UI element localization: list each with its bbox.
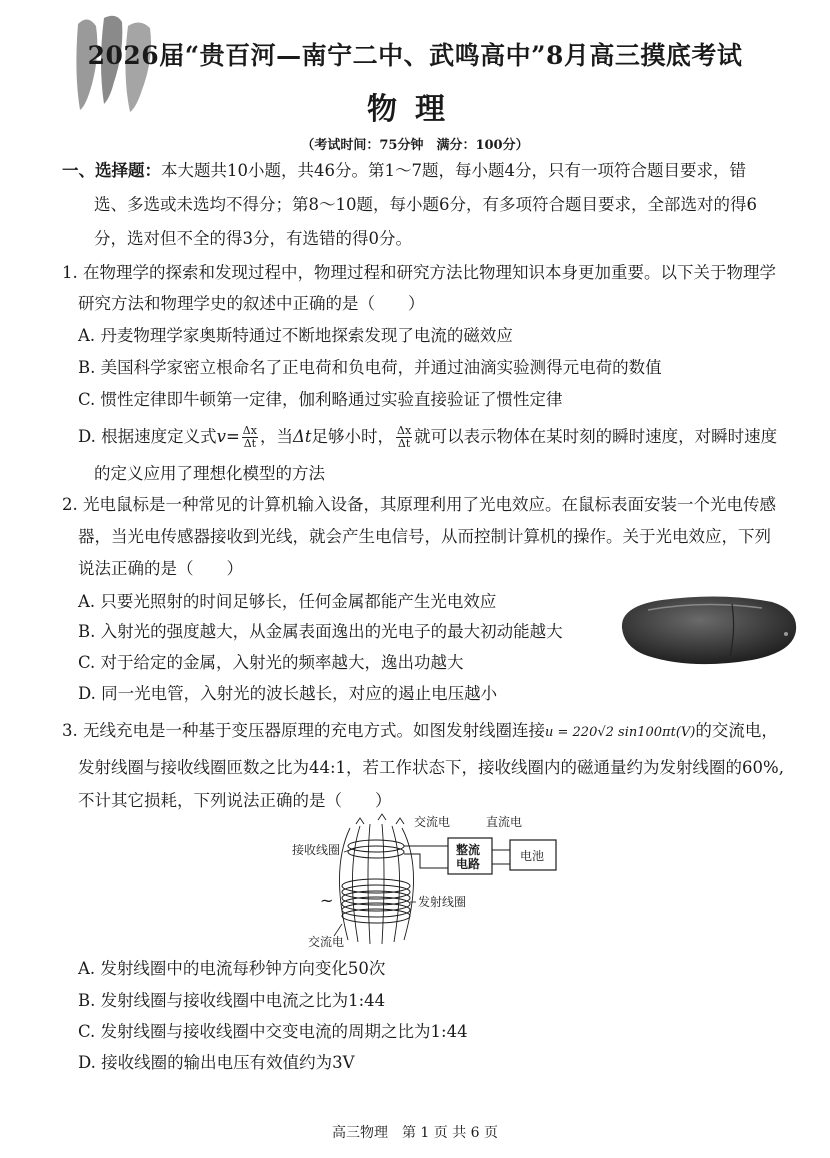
- q1-option-c: C. 惯性定律即牛顿第一定律，伽利略通过实验直接验证了惯性定律: [78, 390, 563, 409]
- exam-title: 2026届“贵百河—南宁二中、武鸣高中”8月高三摸底考试: [87, 41, 743, 70]
- q1-stem-line1: 1. 在物理学的探索和发现过程中，物理过程和研究方法比物理知识本身更加重要。以下关于物理学: [62, 263, 776, 282]
- label-battery: 电池: [520, 849, 545, 863]
- wireless-charging-diagram: [290, 810, 560, 950]
- voltage-formula: u = 220√2 sin100πt(V): [545, 725, 696, 740]
- velocity-fraction: $\frac{\Delta x}{\Delta t}$: [242, 424, 257, 450]
- q2-stem-line1: 2. 光电鼠标是一种常见的计算机输入设备，其原理利用了光电效应。在鼠标表面安装一个光电传感: [62, 495, 776, 514]
- q1-option-d: D. 根据速度定义式v= $\frac{\Delta x}{\Delta t}$ ，当Δt足够小时， $\frac{\Delta x}{\Delta t}$ 就可以表示物体在某时刻的瞬时速度，对瞬时速度: [78, 424, 778, 450]
- section-instructions-line3: 分，选对但不全的得3分，有选错的得0分。: [94, 229, 412, 248]
- q2-option-b: B. 入射光的强度越大，从金属表面逸出的光电子的最大初动能越大: [78, 622, 563, 641]
- label-transmit-coil: 发射线圈: [418, 895, 467, 909]
- q3-option-d: D. 接收线圈的输出电压有效值约为3V: [78, 1053, 355, 1072]
- q3-stem-line3: 不计其它损耗，下列说法正确的是（ ）: [78, 791, 392, 810]
- ac-source-symbol: ~: [320, 891, 334, 910]
- label-rectifier-1: 整流: [456, 843, 481, 857]
- q2-option-c: C. 对于给定的金属，入射光的频率越大，逸出功越大: [78, 653, 464, 672]
- label-ac-top: 交流电: [414, 815, 451, 829]
- section-instructions-line1: 一、选择题：本大题共10小题，共46分。第1～7题，每小题4分，只有一项符合题目要求，错: [62, 161, 746, 180]
- q3-option-a: A. 发射线圈中的电流每秒钟方向变化50次: [78, 959, 386, 978]
- label-ac-bottom: 交流电: [308, 935, 345, 949]
- page-footer: 高三物理 第 1 页 共 6 页: [331, 1125, 499, 1141]
- q1-option-b: B. 美国科学家密立根命名了正电荷和负电荷，并通过油滴实验测得元电荷的数值: [78, 358, 662, 377]
- q2-option-a: A. 只要光照射的时间足够长，任何金属都能产生光电效应: [78, 592, 497, 611]
- label-receive-coil: 接收线圈: [292, 843, 341, 857]
- q3-stem-line1: 3. 无线充电是一种基于变压器原理的充电方式。如图发射线圈连接u = 220√2 sin100πt(V)的交流电，: [62, 721, 778, 740]
- label-rectifier-2: 电路: [456, 857, 481, 871]
- section-instructions-line2: 选、多选或未选均不得分；第8～10题，每小题6分，有多项符合题目要求，全部选对的得6: [94, 195, 757, 214]
- q3-stem-line2: 发射线圈与接收线圈匝数之比为44:1，若工作状态下，接收线圈内的磁通量约为发射线圈的60%,: [78, 758, 784, 777]
- exam-time-info: （考试时间：75分钟 满分：100分）: [301, 138, 529, 153]
- q3-option-b: B. 发射线圈与接收线圈中电流之比为1:44: [78, 991, 386, 1010]
- q2-stem-line2: 器，当光电传感器接收到光线，就会产生电信号，从而控制计算机的操作。关于光电效应，下列: [78, 527, 771, 546]
- label-dc-top: 直流电: [486, 815, 523, 829]
- subject-title: 物理: [367, 92, 463, 127]
- q3-option-c: C. 发射线圈与接收线圈中交变电流的周期之比为1:44: [78, 1022, 468, 1041]
- q1-option-d-line2: 的定义应用了理想化模型的方法: [94, 464, 325, 483]
- q2-option-d: D. 同一光电管，入射光的波长越长，对应的遏止电压越小: [78, 684, 498, 703]
- q1-option-a: A. 丹麦物理学家奥斯特通过不断地探索发现了电流的磁效应: [78, 326, 513, 345]
- section-label: 一、选择题：: [62, 161, 161, 180]
- q2-stem-line3: 说法正确的是（ ）: [78, 559, 243, 578]
- q1-stem-line2: 研究方法和物理学史的叙述中正确的是（ ）: [78, 294, 425, 313]
- velocity-fraction-2: $\frac{\Delta x}{\Delta t}$: [397, 424, 412, 450]
- optical-mouse-illustration: [612, 590, 802, 670]
